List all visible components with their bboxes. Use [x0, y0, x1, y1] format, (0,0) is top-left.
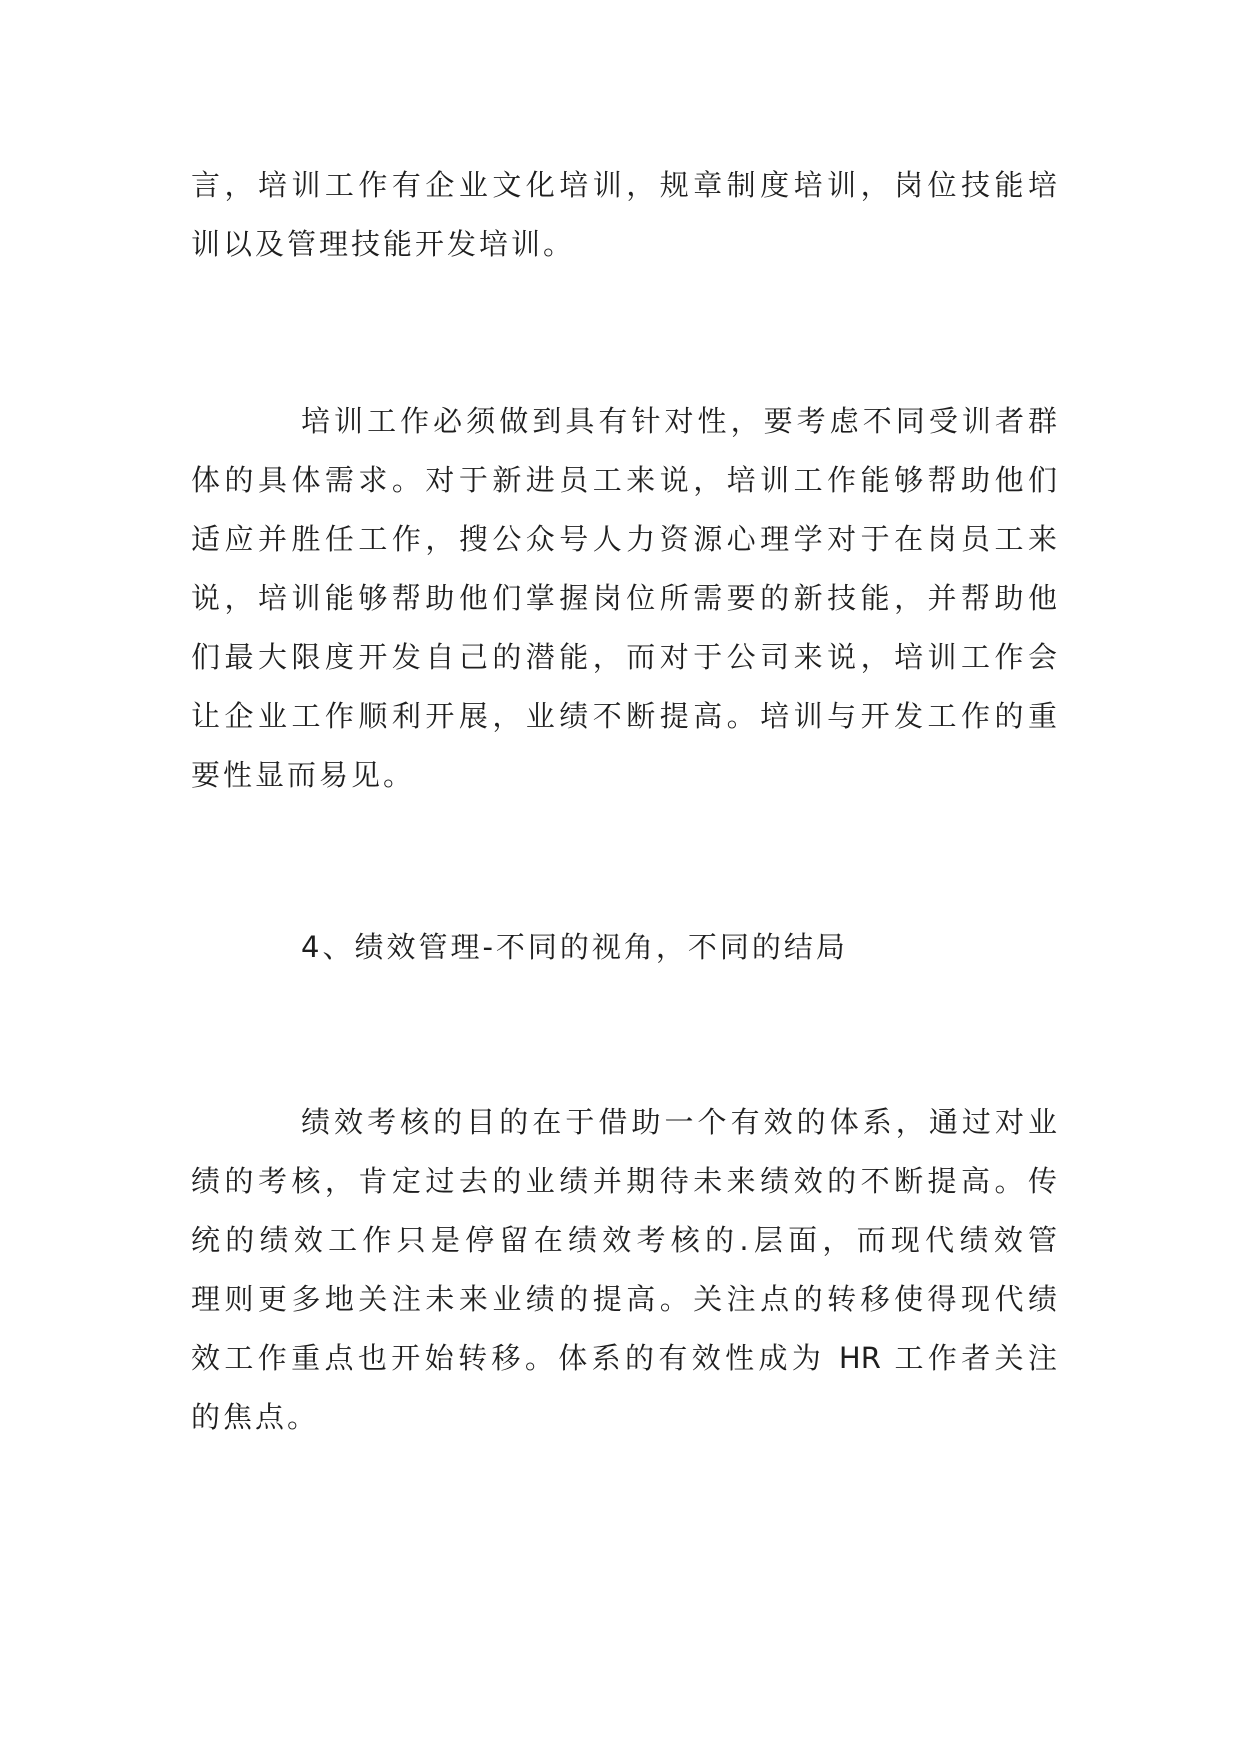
- text-line: 要性显而易见。: [191, 758, 416, 792]
- text-line: 让企业工作顺利开展，业绩不断提高。培训与开发工作的重: [191, 699, 1057, 733]
- text-line: 训以及管理技能开发培训。: [191, 227, 576, 261]
- text-line: 效工作重点也开始转移。体系的有效性成为 HR 工作者关注: [191, 1341, 1057, 1375]
- text-line: 培训工作必须做到具有针对性，要考虑不同受训者群: [301, 404, 1057, 438]
- text-line: 言，培训工作有企业文化培训，规章制度培训，岗位技能培: [191, 168, 1057, 202]
- text-line: 说，培训能够帮助他们掌握岗位所需要的新技能，并帮助他: [191, 581, 1057, 615]
- text-line: 绩的考核，肯定过去的业绩并期待未来绩效的不断提高。传: [191, 1164, 1057, 1198]
- text-line: 绩效考核的目的在于借助一个有效的体系，通过对业: [301, 1105, 1057, 1139]
- text-line: 体的具体需求。对于新进员工来说，培训工作能够帮助他们: [191, 463, 1057, 497]
- paragraph-training-targeting: [191, 392, 1057, 805]
- text-line: 统的绩效工作只是停留在绩效考核的.层面，而现代绩效管: [191, 1223, 1057, 1257]
- paragraph-performance-management: [191, 1093, 1057, 1447]
- text-line: 的焦点。: [191, 1400, 320, 1434]
- section-heading: [191, 918, 1057, 977]
- paragraph-training-types: [191, 156, 1057, 274]
- text-line: 们最大限度开发自己的潜能，而对于公司来说，培训工作会: [191, 640, 1057, 674]
- text-line: 适应并胜任工作，搜公众号人力资源心理学对于在岗员工来: [191, 522, 1057, 556]
- text-line: 理则更多地关注未来业绩的提高。关注点的转移使得现代绩: [191, 1282, 1057, 1316]
- section-heading-text: 4、绩效管理-不同的视角，不同的结局: [301, 930, 848, 964]
